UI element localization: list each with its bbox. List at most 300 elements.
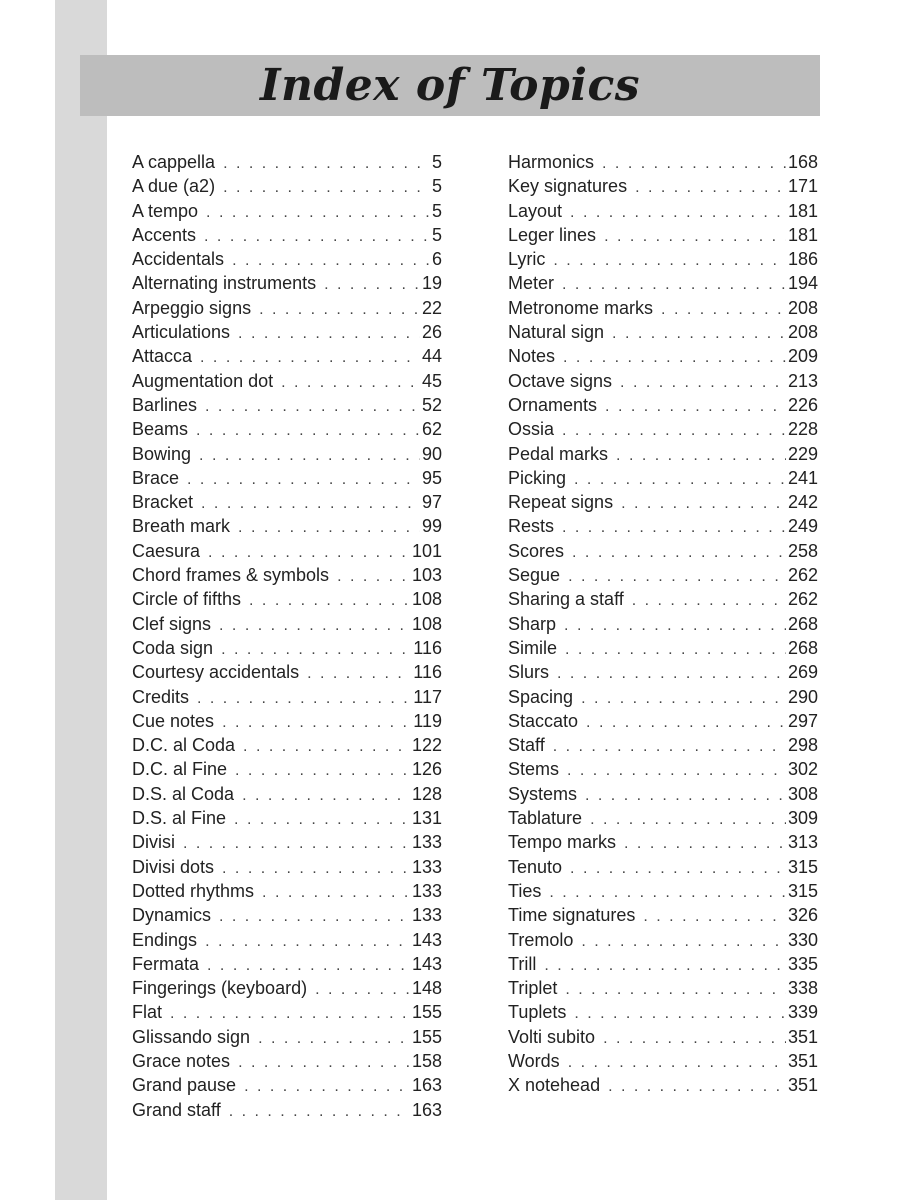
index-entry-topic: Flat — [132, 1002, 163, 1023]
dot-leader — [223, 155, 430, 173]
index-entry — [508, 808, 818, 832]
index-entry-topic: Fingerings (keyboard) — [132, 978, 308, 999]
index-entry — [508, 638, 818, 662]
dot-leader — [567, 762, 786, 780]
dot-leader — [553, 738, 786, 756]
index-entry-topic: Alternating instruments — [132, 273, 317, 294]
dot-leader — [229, 1103, 410, 1121]
index-entry-topic: Articulations — [132, 322, 231, 343]
dot-leader — [337, 568, 410, 586]
dot-leader — [570, 204, 786, 222]
index-entry-topic: D.C. al Coda — [132, 735, 236, 756]
index-entry — [508, 322, 818, 346]
dot-leader — [565, 981, 786, 999]
index-entry-topic: Dynamics — [132, 905, 212, 926]
index-entry-page-number: 351 — [787, 1026, 818, 1047]
index-entry-page-number: 5 — [431, 176, 442, 197]
dot-leader — [219, 617, 410, 635]
index-entry — [508, 905, 818, 929]
index-entry — [132, 759, 442, 783]
index-entry-topic: Layout — [508, 200, 563, 221]
index-entry — [132, 565, 442, 589]
index-entry-topic: Slurs — [508, 662, 550, 683]
dot-leader — [281, 374, 420, 392]
dot-leader — [315, 981, 410, 999]
dot-leader — [570, 860, 786, 878]
index-entry — [508, 419, 818, 443]
index-entry-page-number: 315 — [787, 856, 818, 877]
index-entry-page-number: 116 — [413, 662, 442, 683]
index-entry — [132, 176, 442, 200]
index-entry-page-number: 22 — [421, 297, 442, 318]
index-entry-page-number: 168 — [787, 152, 818, 172]
index-entry-topic: Key signatures — [508, 176, 628, 197]
index-entry-page-number: 163 — [411, 1099, 442, 1120]
index-column-right — [508, 152, 818, 1100]
index-entry-topic: Circle of fifths — [132, 589, 242, 610]
index-entry — [508, 225, 818, 249]
index-entry — [508, 468, 818, 492]
index-entry-topic: Sharing a staff — [508, 589, 624, 610]
index-entry-topic: Grand pause — [132, 1075, 237, 1096]
dot-leader — [620, 374, 786, 392]
index-entry — [132, 954, 442, 978]
index-entry-topic: X notehead — [508, 1075, 601, 1096]
index-entry — [132, 225, 442, 249]
side-margin-bar — [55, 0, 107, 1200]
dot-leader — [219, 908, 410, 926]
index-entry — [508, 930, 818, 954]
index-entry — [508, 1002, 818, 1026]
dot-leader — [249, 592, 410, 610]
dot-leader — [170, 1005, 410, 1023]
dot-leader — [608, 1078, 786, 1096]
index-entry-topic: Credits — [132, 686, 190, 707]
index-entry-topic: Systems — [508, 783, 578, 804]
dot-leader — [661, 301, 786, 319]
index-entry-page-number: 155 — [411, 1026, 442, 1047]
index-entry — [508, 565, 818, 589]
dot-leader — [574, 471, 786, 489]
dot-leader — [204, 228, 430, 246]
index-entry-page-number: 133 — [411, 832, 442, 853]
index-entry-page-number: 298 — [787, 735, 818, 756]
dot-leader — [235, 762, 410, 780]
index-entry-topic: Trill — [508, 953, 537, 974]
index-entry — [132, 516, 442, 540]
index-entry-page-number: 330 — [787, 929, 818, 950]
index-entry — [132, 614, 442, 638]
index-entry-topic: Volti subito — [508, 1026, 596, 1047]
index-entry-topic: Harmonics — [508, 152, 595, 172]
index-entry-topic: Meter — [508, 273, 555, 294]
index-entry — [132, 468, 442, 492]
dot-leader — [581, 690, 786, 708]
index-entry-topic: Repeat signs — [508, 492, 614, 513]
dot-leader — [199, 447, 420, 465]
index-entry-page-number: 108 — [411, 589, 442, 610]
index-entry — [508, 1051, 818, 1075]
index-entry — [132, 273, 442, 297]
index-entry — [508, 176, 818, 200]
index-entry-page-number: 133 — [411, 880, 442, 901]
index-entry — [132, 1075, 442, 1099]
index-entry-page-number: 5 — [431, 224, 442, 245]
index-entry-topic: Picking — [508, 467, 567, 488]
index-entry-topic: Octave signs — [508, 370, 613, 391]
index-entry — [132, 201, 442, 225]
index-entry — [508, 589, 818, 613]
dot-leader — [565, 641, 786, 659]
index-entry — [508, 516, 818, 540]
index-entry-page-number: 297 — [787, 710, 818, 731]
dot-leader — [557, 665, 786, 683]
dot-leader — [238, 325, 420, 343]
page-title: Index of Topics — [259, 59, 641, 111]
index-entry-topic: Tremolo — [508, 929, 574, 950]
dot-leader — [632, 592, 786, 610]
index-entry-page-number: 108 — [411, 613, 442, 634]
index-entry-topic: Divisi — [132, 832, 175, 853]
index-entry — [508, 614, 818, 638]
index-entry-page-number: 315 — [787, 880, 818, 901]
index-entry — [508, 662, 818, 686]
index-column-left — [132, 152, 442, 1124]
dot-leader — [262, 884, 410, 902]
dot-leader — [232, 252, 430, 270]
index-entry-page-number: 99 — [421, 516, 442, 537]
index-entry-page-number: 338 — [787, 978, 818, 999]
index-entry-page-number: 309 — [787, 808, 818, 829]
index-entry-topic: Time signatures — [508, 905, 636, 926]
index-entry-topic: Notes — [508, 346, 556, 367]
index-entry-topic: A cappella — [132, 152, 216, 172]
index-entry-page-number: 226 — [787, 394, 818, 415]
index-entry-page-number: 103 — [411, 565, 442, 586]
index-entry-topic: Simile — [508, 637, 558, 658]
index-entry-page-number: 52 — [421, 394, 442, 415]
index-entry-topic: Cue notes — [132, 710, 215, 731]
index-entry-topic: Accidentals — [132, 249, 225, 270]
dot-leader — [581, 933, 786, 951]
index-entry-page-number: 117 — [413, 686, 442, 707]
index-entry — [508, 395, 818, 419]
index-entry — [508, 759, 818, 783]
dot-leader — [621, 495, 786, 513]
index-entry-topic: Staff — [508, 735, 545, 756]
index-entry — [132, 978, 442, 1002]
title-banner — [80, 55, 820, 116]
dot-leader — [207, 957, 410, 975]
index-entry-page-number: 181 — [787, 224, 818, 245]
index-entry-page-number: 155 — [411, 1002, 442, 1023]
index-entry — [508, 1027, 818, 1051]
index-entry-page-number: 258 — [787, 540, 818, 561]
dot-leader — [564, 617, 786, 635]
index-entry — [508, 687, 818, 711]
index-entry-page-number: 308 — [787, 783, 818, 804]
index-entry-topic: Tempo marks — [508, 832, 617, 853]
index-entry-page-number: 339 — [787, 1002, 818, 1023]
index-entry-topic: Ornaments — [508, 394, 598, 415]
index-entry-page-number: 313 — [787, 832, 818, 853]
index-entry — [132, 1002, 442, 1026]
index-entry-topic: Ties — [508, 880, 542, 901]
dot-leader — [562, 422, 786, 440]
index-entry-topic: Pedal marks — [508, 443, 609, 464]
dot-leader — [605, 398, 786, 416]
dot-leader — [602, 155, 786, 173]
index-entry-page-number: 158 — [411, 1050, 442, 1071]
index-entry-page-number: 335 — [787, 953, 818, 974]
index-entry-topic: Courtesy accidentals — [132, 662, 300, 683]
index-entry-topic: Lyric — [508, 249, 546, 270]
index-entry-page-number: 148 — [411, 978, 442, 999]
index-entry-page-number: 351 — [787, 1075, 818, 1096]
index-entry-page-number: 133 — [411, 905, 442, 926]
index-entry — [132, 1100, 442, 1124]
index-entry-topic: Attacca — [132, 346, 193, 367]
index-entry — [508, 444, 818, 468]
index-entry — [508, 832, 818, 856]
index-entry-page-number: 249 — [787, 516, 818, 537]
dot-leader — [244, 1078, 410, 1096]
index-entry-topic: Chord frames & symbols — [132, 565, 330, 586]
index-entry — [132, 249, 442, 273]
index-entry — [508, 201, 818, 225]
index-entry-topic: Tenuto — [508, 856, 563, 877]
index-entry — [132, 808, 442, 832]
index-entry-topic: Coda sign — [132, 637, 214, 658]
index-entry — [132, 735, 442, 759]
index-entry-page-number: 19 — [421, 273, 442, 294]
index-entry-topic: Ossia — [508, 419, 555, 440]
index-entry — [132, 1051, 442, 1075]
dot-leader — [643, 908, 786, 926]
dot-leader — [574, 1005, 786, 1023]
index-entry-topic: Dotted rhythms — [132, 880, 255, 901]
index-entry-page-number: 119 — [413, 710, 442, 731]
index-entry-page-number: 242 — [787, 492, 818, 513]
index-entry-page-number: 143 — [411, 929, 442, 950]
index-entry-page-number: 131 — [411, 808, 442, 829]
index-entry-page-number: 208 — [787, 297, 818, 318]
index-entry — [132, 395, 442, 419]
dot-leader — [585, 787, 786, 805]
dot-leader — [205, 933, 410, 951]
index-entry-page-number: 44 — [421, 346, 442, 367]
index-entry-topic: Grand staff — [132, 1099, 221, 1120]
index-entry — [132, 857, 442, 881]
index-entry — [132, 784, 442, 808]
index-entry — [508, 978, 818, 1002]
index-entry-topic: A due (a2) — [132, 176, 216, 197]
index-entry-topic: Bowing — [132, 443, 192, 464]
index-entry-page-number: 143 — [411, 953, 442, 974]
index-entry-page-number: 290 — [787, 686, 818, 707]
index-entry — [132, 711, 442, 735]
dot-leader — [242, 787, 410, 805]
index-entry-page-number: 209 — [787, 346, 818, 367]
dot-leader — [635, 179, 786, 197]
index-entry-topic: Rests — [508, 516, 555, 537]
dot-leader — [586, 714, 786, 732]
index-entry — [132, 589, 442, 613]
dot-leader — [572, 544, 786, 562]
index-entry — [132, 930, 442, 954]
index-entry — [132, 881, 442, 905]
index-entry-topic: Barlines — [132, 394, 198, 415]
dot-leader — [201, 495, 420, 513]
dot-leader — [616, 447, 786, 465]
index-entry-page-number: 326 — [787, 905, 818, 926]
index-entry-page-number: 116 — [413, 637, 442, 658]
index-entry-topic: Fermata — [132, 953, 200, 974]
index-entry-topic: Scores — [508, 540, 565, 561]
dot-leader — [568, 568, 786, 586]
index-entry-page-number: 122 — [411, 735, 442, 756]
dot-leader — [238, 1054, 410, 1072]
index-entry-topic: Beams — [132, 419, 189, 440]
index-entry — [132, 322, 442, 346]
index-entry-page-number: 97 — [421, 492, 442, 513]
index-entry-topic: Endings — [132, 929, 198, 950]
index-entry — [508, 541, 818, 565]
index-entry-topic: D.C. al Fine — [132, 759, 228, 780]
index-entry — [132, 371, 442, 395]
index-entry-topic: Clef signs — [132, 613, 212, 634]
dot-leader — [562, 276, 786, 294]
index-entry — [132, 687, 442, 711]
dot-leader — [590, 811, 786, 829]
index-entry-topic: Words — [508, 1050, 560, 1071]
index-entry-topic: Bracket — [132, 492, 194, 513]
dot-leader — [200, 349, 420, 367]
index-entry-topic: Breath mark — [132, 516, 231, 537]
dot-leader — [205, 398, 420, 416]
index-entry — [132, 1027, 442, 1051]
index-entry — [508, 371, 818, 395]
index-entry — [508, 857, 818, 881]
dot-leader — [563, 349, 786, 367]
index-entry-page-number: 101 — [411, 540, 442, 561]
index-entry — [508, 711, 818, 735]
index-entry-page-number: 128 — [411, 783, 442, 804]
index-entry — [508, 735, 818, 759]
dot-leader — [208, 544, 410, 562]
index-entry-page-number: 268 — [787, 637, 818, 658]
dot-leader — [222, 860, 410, 878]
index-entry-page-number: 45 — [421, 370, 442, 391]
dot-leader — [544, 957, 786, 975]
index-entry-page-number: 95 — [421, 467, 442, 488]
index-entry — [132, 346, 442, 370]
dot-leader — [568, 1054, 786, 1072]
dot-leader — [553, 252, 786, 270]
index-entry — [508, 346, 818, 370]
index-entry-page-number: 269 — [787, 662, 818, 683]
dot-leader — [234, 811, 410, 829]
dot-leader — [307, 665, 411, 683]
index-entry-page-number: 228 — [787, 419, 818, 440]
index-entry-topic: Staccato — [508, 710, 579, 731]
index-entry-topic: Tablature — [508, 808, 583, 829]
dot-leader — [259, 301, 420, 319]
index-entry — [132, 152, 442, 176]
index-entry-page-number: 62 — [421, 419, 442, 440]
index-entry-page-number: 208 — [787, 322, 818, 343]
dot-leader — [221, 641, 411, 659]
index-entry-page-number: 213 — [787, 370, 818, 391]
index-entry-topic: Brace — [132, 467, 180, 488]
index-entry-page-number: 6 — [431, 249, 442, 270]
dot-leader — [243, 738, 410, 756]
index-entry — [132, 638, 442, 662]
dot-leader — [603, 1030, 786, 1048]
index-entry-topic: Segue — [508, 565, 561, 586]
index-entry-topic: Metronome marks — [508, 297, 654, 318]
index-entry-topic: Divisi dots — [132, 856, 215, 877]
index-entry — [508, 784, 818, 808]
index-entry-page-number: 133 — [411, 856, 442, 877]
index-entry-page-number: 5 — [431, 152, 442, 172]
dot-leader — [197, 690, 411, 708]
index-entry — [132, 832, 442, 856]
index-entry — [132, 444, 442, 468]
index-entry — [508, 249, 818, 273]
index-entry-topic: Augmentation dot — [132, 370, 274, 391]
dot-leader — [222, 714, 411, 732]
index-entry-page-number: 181 — [787, 200, 818, 221]
index-entry — [132, 419, 442, 443]
index-entry-page-number: 262 — [787, 589, 818, 610]
index-entry-topic: Tuplets — [508, 1002, 567, 1023]
index-entry-page-number: 194 — [787, 273, 818, 294]
index-entry-topic: Sharp — [508, 613, 557, 634]
index-entry-topic: D.S. al Coda — [132, 783, 235, 804]
index-entry-page-number: 126 — [411, 759, 442, 780]
dot-leader — [183, 835, 410, 853]
index-entry-page-number: 26 — [421, 322, 442, 343]
index-entry — [508, 881, 818, 905]
index-entry-page-number: 171 — [787, 176, 818, 197]
index-entry-topic: Caesura — [132, 540, 201, 561]
index-entry — [508, 298, 818, 322]
dot-leader — [624, 835, 786, 853]
dot-leader — [549, 884, 786, 902]
index-entry — [508, 273, 818, 297]
index-entry-topic: Spacing — [508, 686, 574, 707]
dot-leader — [196, 422, 420, 440]
index-entry — [508, 492, 818, 516]
index-entry-topic: Glissando sign — [132, 1026, 251, 1047]
dot-leader — [187, 471, 420, 489]
index-entry-topic: Grace notes — [132, 1050, 231, 1071]
index-entry-topic: Accents — [132, 224, 197, 245]
index-entry-page-number: 90 — [421, 443, 442, 464]
dot-leader — [206, 204, 430, 222]
dot-leader — [604, 228, 786, 246]
index-entry-page-number: 351 — [787, 1050, 818, 1071]
index-entry-topic: Leger lines — [508, 224, 597, 245]
index-entry-page-number: 5 — [431, 200, 442, 221]
index-entry — [508, 954, 818, 978]
index-entry-page-number: 163 — [411, 1075, 442, 1096]
index-entry-topic: Triplet — [508, 978, 558, 999]
index-entry-topic: A tempo — [132, 200, 199, 221]
index-entry — [132, 492, 442, 516]
index-entry — [132, 662, 442, 686]
